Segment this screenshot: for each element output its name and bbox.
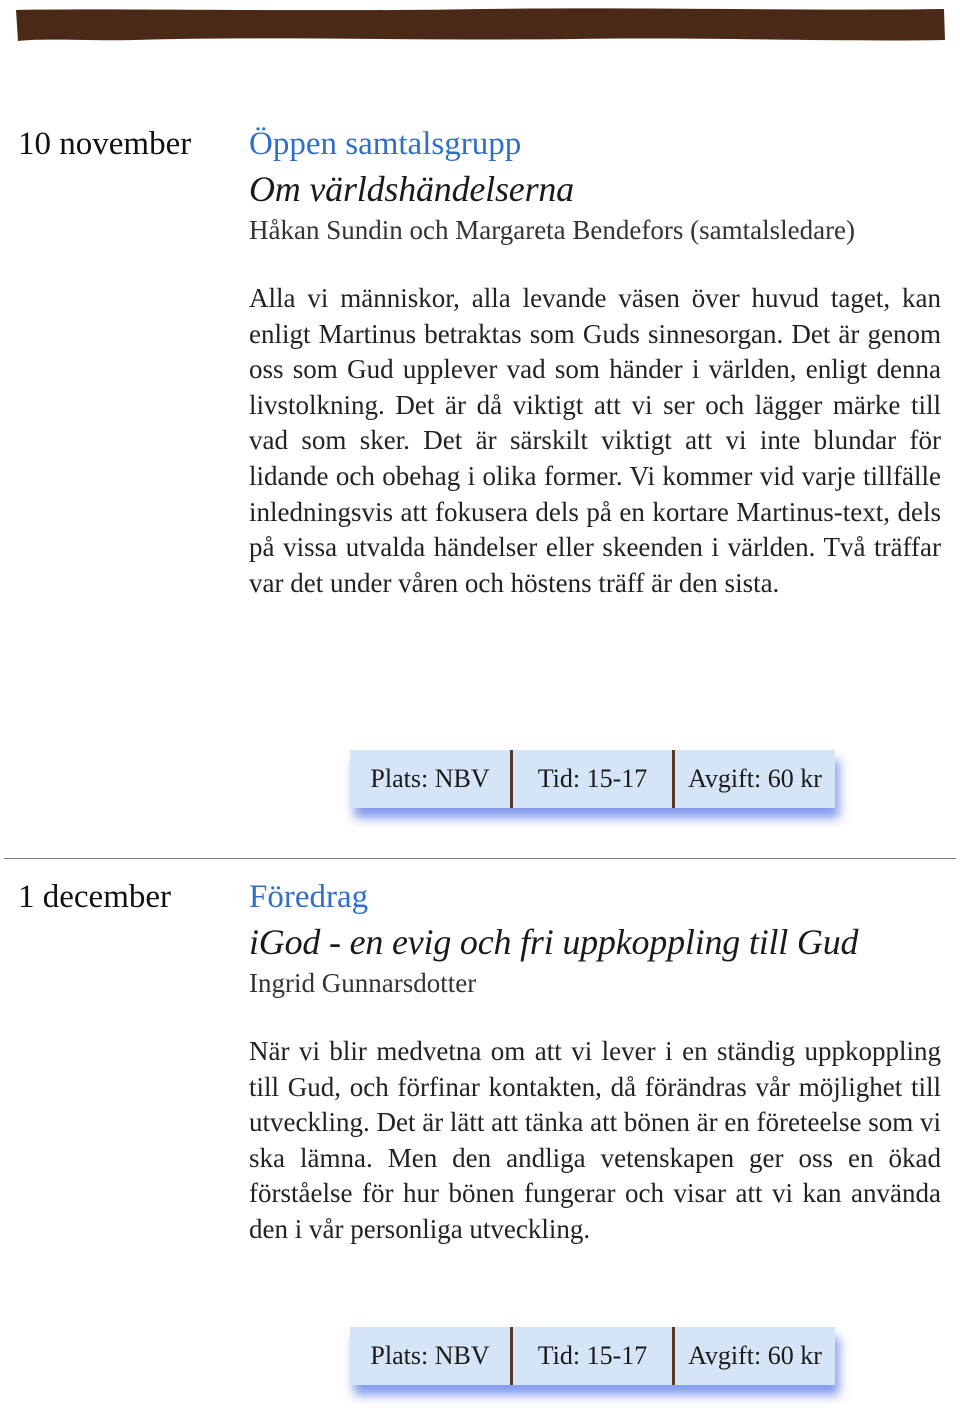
- event-speakers: Ingrid Gunnarsdotter: [249, 968, 477, 998]
- event-description: När vi blir medvetna om att vi lever i en ständig uppkoppling till Gud, och förfinar kontakten, då förändras vår möjlighet till utveckling. Det är lätt att tänka att bönen är en företeelse som vi ska lämna. Men den andliga vetenskapen ger oss en ökad förståelse för hur bönen fungerar och visar att vi kan använda den i vår personliga utveckling.: [249, 1036, 941, 1244]
- place-label: Plats: NBV: [370, 764, 490, 793]
- event-content: [249, 877, 941, 1248]
- event-description: Alla vi människor, alla levande väsen över huvud taget, kan enligt Martinus betraktas som Guds sinnesorgan. Det är genom oss som Gud upplever vad som händer i världen, enligt denna livstolkning. Det är då viktigt att vi ser och lägger märke till vad som sker. Det är särskilt viktigt att vi inte blundar för lidande och obehag i olika former. Vi kommer vid varje tillfälle inledningsvis att fokusera dels på en kortare Martinus-text, dels på vissa utvalda händelser eller skeenden i världen. Två träffar var det under våren och höstens träff är den sista.: [249, 283, 941, 598]
- event-title: iGod - en evig och fri uppkoppling till Gud: [249, 922, 859, 962]
- event-date: 10 november: [18, 126, 192, 162]
- event-1-info-box: [350, 750, 835, 808]
- decorative-top-bar: [14, 6, 946, 42]
- event-date: 1 december: [18, 879, 171, 915]
- event-speakers: Håkan Sundin och Margareta Bendefors (samtalsledare): [249, 215, 856, 245]
- time-label: Tid: 15-17: [510, 1327, 672, 1385]
- event-title: Om världshändelserna: [249, 169, 574, 209]
- place-label: Plats: NBV: [370, 1341, 490, 1370]
- event-type: Föredrag: [249, 879, 369, 915]
- fee-label: Avgift: 60 kr: [672, 750, 835, 808]
- event-content: [249, 124, 941, 601]
- time-label: Tid: 15-17: [510, 750, 672, 808]
- event-type: Öppen samtalsgrupp: [249, 126, 522, 162]
- event-2-info-box: [350, 1327, 835, 1385]
- fee-label: Avgift: 60 kr: [672, 1327, 835, 1385]
- event-separator: [4, 858, 956, 859]
